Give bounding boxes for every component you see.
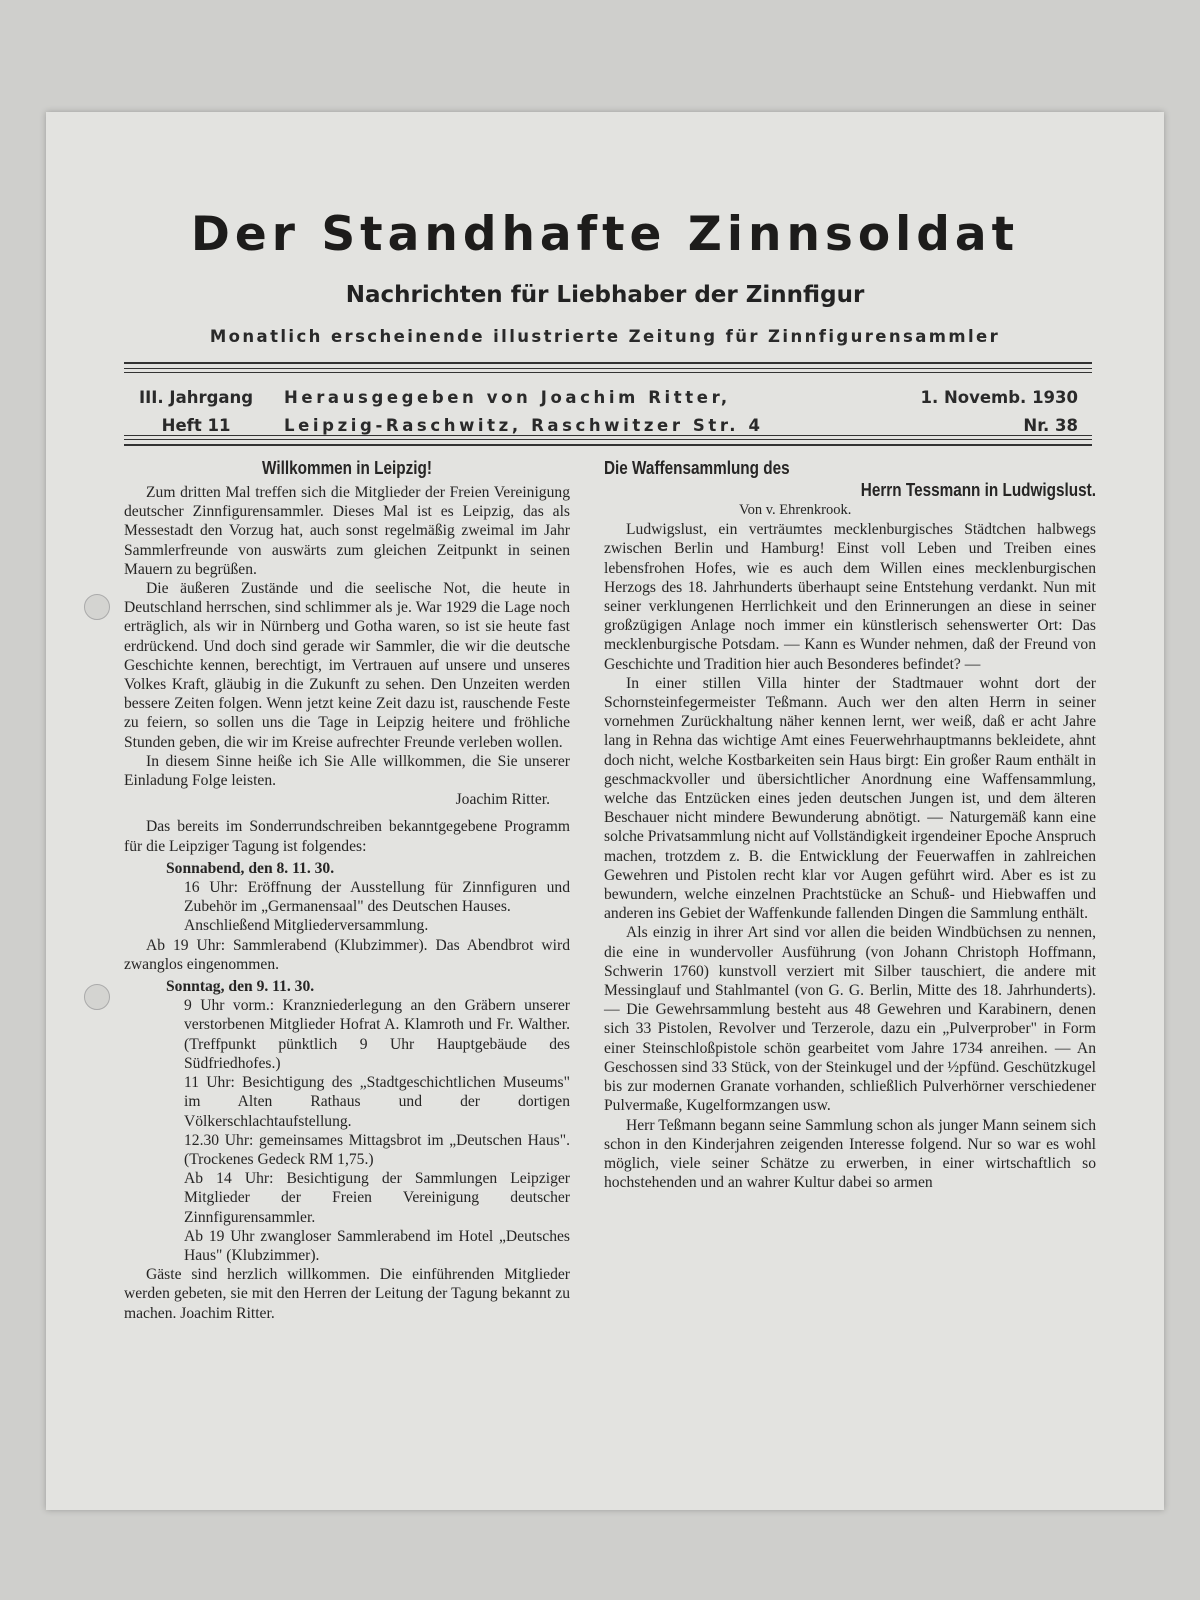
closing-paragraph	[124, 1265, 570, 1323]
issue-info-bar	[124, 380, 1092, 440]
issue: Heft 11	[161, 416, 231, 435]
divider	[124, 372, 1092, 373]
program-day: Sonnabend, den 8. 11. 30.	[166, 859, 335, 877]
paragraph: Herr Teßmann begann seine Sammlung schon als junger Mann seinem sich schon in den Kinderjahren zeigenden Interesse folgend. Nur so war es wohl möglich, viele seiner Schätze zu erwerben, in einer wirtschaftlich so hochstehenden und an wahrer Kultur dabei so armen	[604, 1116, 1096, 1192]
paragraph: In einer stillen Villa hinter der Stadtmauer wohnt dort der Schornsteinfegermeister Teßmann. Auch wer den alten Herrn in seiner vornehmen Zurückhaltung näher kennen lernt, wer weiß, daß er acht Jahre lang in Rehna das wichtige Amt eines Feuerwehrhauptmanns bekleidete, ahnt doch nicht, welche Kostbarkeiten sein Haus birgt: Ein großer Raum enthält in geschmackvoller und übersichtlicher Anordnung eine Waffensammlung, welche das Entzücken eines jeden deutschen Jungen ist, und dem älteren Beschauer nicht mindere Bewunderung abnötigt. — Naturgemäß kann eine solche Privatsammlung nicht auf Vollständigkeit irgendeiner Epoche Anspruch machen, trotzdem z. B. die Entwicklung der Feuerwaffen in zahlreichen Gewehren und Pistolen recht klar vor Augen geführt wird. Aber es ist zu bewundern, welche einzelnen Prachtstücke an Schuß- und Hiebwaffen und anderen ins Gebiet der Waffenkunde fallenden Dingen die Sammlung enthält.	[604, 674, 1096, 923]
left-column	[124, 457, 570, 1323]
divider	[124, 435, 1092, 436]
closing-text: Gäste sind herzlich willkommen. Die einführenden Mitglieder werden gebeten, sie mit den Herren der Leitung der Tagung bekannt zu machen.	[124, 1266, 570, 1322]
address: Leipzig-Raschwitz, Raschwitzer Str. 4	[284, 416, 764, 435]
program-item: Anschließend Mitgliederversammlung.	[184, 917, 429, 935]
paragraph: Ludwigslust, ein verträumtes mecklenburgisches Städtchen halbwegs zwischen Berlin und Hamburg! Einst voll Leben und Treiben eines lebensfrohen Hofes, wie es auch dem Willen eines mecklenburgischen Herzogs des 18. Jahrhunderts überhaupt seine Entstehung verdankt. Nun mit seiner verklungenen Herrlichkeit und den Erinnerungen an diese in seiner großzügigen Anlage noch immer ein künstlerisch sehenswerter Ort: Das mecklenburgische Potsdam. — Kann es Wunder nehmen, daß der Freund von Geschichte und Tradition hier auch Besonderes befindet? —	[604, 521, 1096, 673]
newspaper-title: Der Standhafte Zinnsoldat	[190, 207, 1020, 262]
newspaper-page	[46, 112, 1164, 1510]
paragraph: In diesem Sinne heiße ich Sie Alle willkommen, die Sie unserer Einladung Folge leisten.	[124, 752, 570, 790]
program-item: Ab 14 Uhr: Besichtigung der Sammlungen Leipziger Mitglieder der Freien Vereinigung deutscher Zinnfigurensammler.	[184, 1170, 570, 1226]
article-heading: Die Waffensammlung des	[604, 458, 790, 478]
divider	[124, 444, 1092, 446]
volume-block	[139, 384, 253, 440]
signature: Joachim Ritter.	[180, 1304, 275, 1322]
program-item: Ab 19 Uhr: Sammlerabend (Klubzimmer). Das Abendbrot wird zwanglos eingenommen.	[124, 936, 570, 973]
program-item: Ab 19 Uhr zwangloser Sammlerabend im Hotel „Deutsches Haus" (Klubzimmer).	[184, 1227, 570, 1264]
article-heading: Herrn Tessmann in Ludwigslust.	[860, 480, 1096, 500]
paragraph: Das bereits im Sonderrundschreiben bekanntgegebene Programm für die Leipziger Tagung ist folgendes:	[124, 818, 570, 855]
program-item: 16 Uhr: Eröffnung der Ausstellung für Zinnfiguren und Zubehör im „Germanensaal" des Deutschen Hauses.	[184, 879, 570, 916]
divider	[124, 362, 1092, 364]
volume: III. Jahrgang	[139, 388, 254, 407]
divider	[124, 439, 1092, 440]
paragraph: Zum dritten Mal treffen sich die Mitglieder der Freien Vereinigung deutscher Zinnfigurensammler. Dieses Mal ist es Leipzig, das als Messestadt den Vorzug hat, auch sonst regelmäßig zweimal im Jahr Sammlerfreunde von auswärts zum gleichen Zeitpunkt in seinen Mauern zu begrüßen.	[124, 484, 570, 578]
right-column	[604, 457, 1096, 1192]
publisher: Herausgegeben von Joachim Ritter,	[284, 388, 731, 407]
issue-date: 1. Novemb. 1930	[920, 388, 1078, 407]
program-item: 11 Uhr: Besichtigung des „Stadtgeschichtlichen Museums" im Alten Rathaus und der dortigen Völkerschlachtaufstellung.	[184, 1074, 570, 1130]
newspaper-subtitle: Nachrichten für Liebhaber der Zinnfigur	[345, 282, 865, 308]
article-heading: Willkommen in Leipzig!	[262, 458, 432, 478]
paragraph: Die äußeren Zustände und die seelische Not, die heute in Deutschland herrschen, sind schlimmer als je. War 1929 die Lage noch erträglich, als wir in Nürnberg und Gotha waren, so ist sie heute fast erdrückend. Und doch sind gerade wir Sammler, die wir die deutsche Geschichte kennen, berechtigt, im Vertrauen auf unsere und unseres Volkes Kraft, gläubig in die Zukunft zu sehen. Den Unzeiten werden bessere Zeiten folgen. Wenn jetzt keine Zeit dazu ist, rauschende Feste zu feiern, so sollen uns die Tage in Leipzig heitere und fröhliche Stunden geben, die wir im Kreise aufrechter Freunde verleben wollen.	[124, 580, 570, 751]
newspaper-tagline: Monatlich erscheinende illustrierte Zeitung für Zinnfigurensammler	[209, 327, 1001, 346]
program-day: Sonntag, den 9. 11. 30.	[166, 978, 315, 996]
divider	[124, 368, 1092, 369]
issue-number: Nr. 38	[1023, 416, 1078, 435]
punch-hole	[84, 984, 110, 1010]
punch-hole	[84, 594, 110, 620]
program-item: 9 Uhr vorm.: Kranzniederlegung an den Gräbern unserer verstorbenen Mitglieder Hofrat A. Klamroth und Fr. Walther. (Treffpunkt pünktlich 9 Uhr Hauptgebäude des Südfriedhofes.)	[184, 997, 570, 1072]
byline: Von v. Ehrenkrook.	[739, 502, 852, 518]
paragraph: Als einzig in ihrer Art sind vor allen die beiden Windbüchsen zu nennen, die eine in wundervoller Ausführung (von Johann Christoph Hoffmann, Schwerin 1760) kunstvoll verziert mit Silber tauschiert, die andere mit Messinglauf und Stahlmantel (von G. G. Berlin, Mitte des 18. Jahrhunderts). — Die Gewehrsammlung besteht aus 48 Gewehren und Karabinern, denen sich 33 Pistolen, Revolver und Terzerole, dazu ein „Pulverprober" in Form einer Steinschloßpistole schön gearbeitet vom Jahre 1734 anreihen. — An Geschossen sind 33 Stück, von der Steinkugel und der ½pfünd. Geschützkugel bis zur modernen Granate vorhanden, schließlich Pulverhörner verschiedener Pulvermaße, Kugelformzangen usw.	[604, 924, 1096, 1115]
publisher-block	[284, 384, 764, 440]
signature: Joachim Ritter.	[455, 791, 550, 809]
program-item: 12.30 Uhr: gemeinsames Mittagsbrot im „Deutschen Haus". (Trockenes Gedeck RM 1,75.)	[184, 1131, 570, 1168]
date-block	[920, 384, 1078, 440]
